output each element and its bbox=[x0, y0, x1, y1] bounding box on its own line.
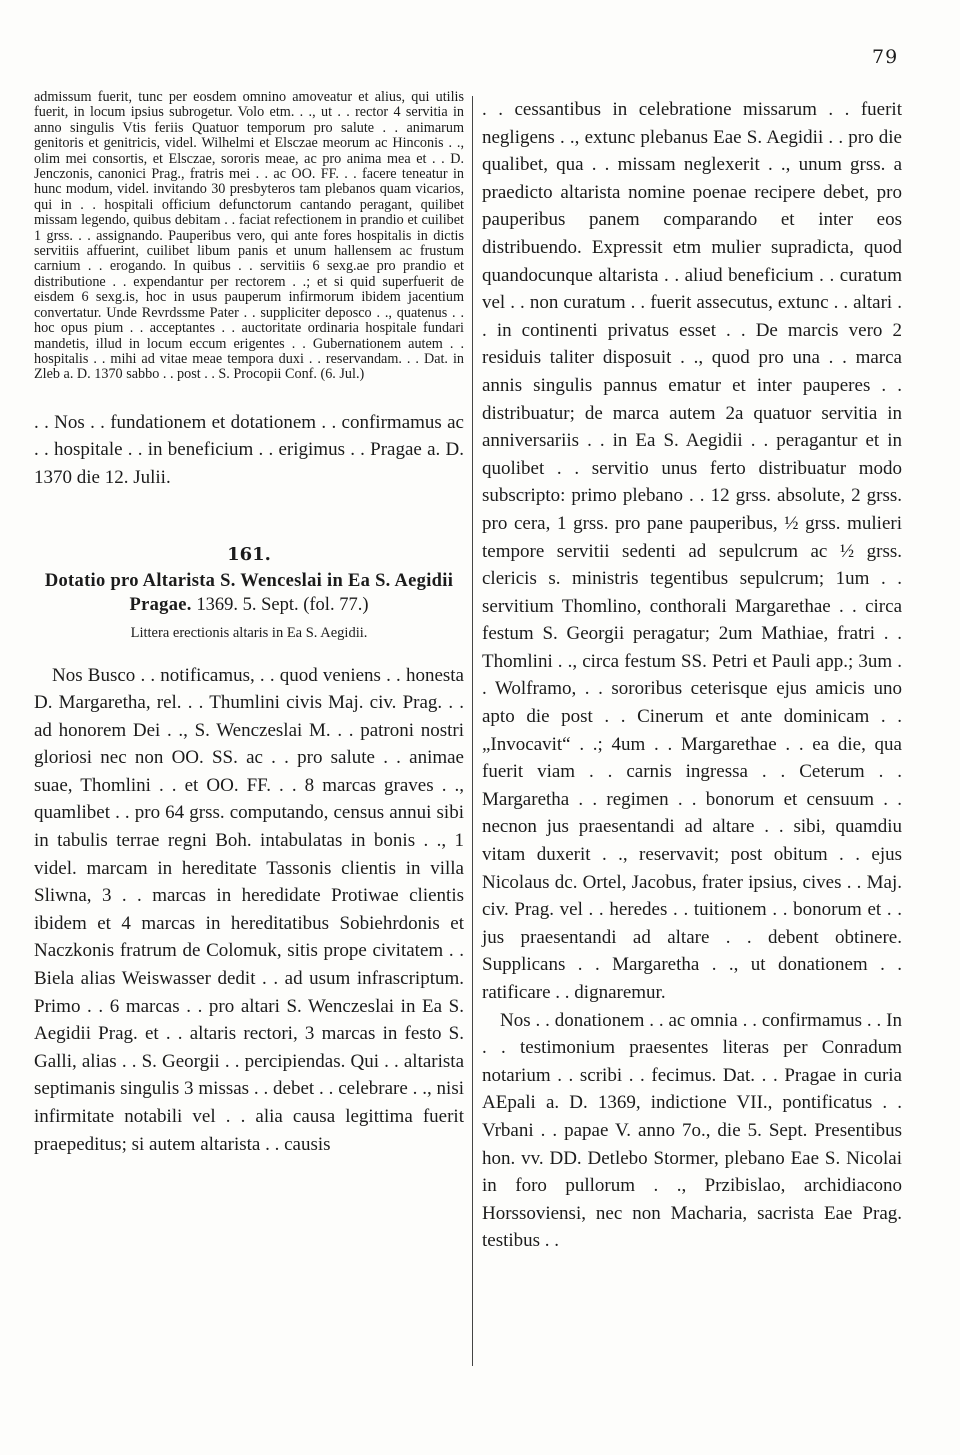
document-body-text: Nos Busco . . notificamus, . . quod veniens . . honesta D. Margaretha, rel. . . Thumlini civis Maj. civ. Prag. . . ad honorem Dei . ., S. Wenczeslai M. . . patroni nostri gloriosi nec non OO. SS. ac . . pro salute . . animae suae, Thomlini . . et OO. FF. . . 8 marcas graves . ., quamlibet . . pro 64 grss. computando, census annui sibi in tabulis terrae regni Boh. intabulatas in bonis . ., 1 videl. marcam in hereditate Tassonis clientis in villa Sliwna, 3 . . marcas in heredidate Protiwae clientis ibidem et 4 marcas in hereditatibus Sobiehrdonis et Naczkonis fratrum de Colomuk, sitis prope civitatem . . Biela alias Weiswasser dedit . . ad usum infrascriptum. Primo . . 6 marcas . . pro altari S. Wenczeslai in Ea S. Aegidii Prag. et . . altaris rectori, 3 marcas in festo S. Galli, alias . . S. Georgii . . percipiendas. Qui . . altarista septimanis singulis 3 missas . . debet . . celebrare . ., nisi infirmitate notabili vel . . alia causa legittima fuerit praepeditus; si autem altarista . . causis bbox=[34, 664, 464, 1155]
document-heading bbox=[34, 569, 464, 617]
document-continuation-text: . . cessantibus in celebratione missarum . . fuerit negligens . ., extunc plebanus Eae S. Aegidii . . pro die qualibet, qua . . missam neglexerit . ., unum grss. a praedicto altarista nomine poenae recipere debet, pro pauperibus panem comparando et inter eos distribuendo. Expressit etm mulier supradicta, quod quandocunque altarista . . aliud beneficium . . curatum vel . . non curatum . . fuerit assecutus, extunc . . altari . . in continenti privatus esset . . De marcis vero 2 residuis taliter disposuit . ., quod pro una . . marca annis singulis pannus ematur et inter pauperes . . distribuatur; de marca autem 2a quatuor servitia in anniversariis . . in Ea S. Aegidii . . peragantur et in quolibet . . servitio unus ferto distribuatur modo subscripto: primo plebano . . 12 grss. absolute, 2 grss. pro cera, 1 grss. pro pane pauperibus, ½ grss. mulieri tempore servitii sedenti ad sepulcrum ac ½ grss. clericis s. ministris tegentibus sepulcrum; 1um . . servitium Thomlino, conthorali Margarethae . . circa festum S. Georgii peragatur; 2um Mathiae, fratri . . Thomlini . ., circa festum SS. Petri et Pauli app.; 3um . . Wolframo, . . sororibus ceterisque ejus amicis uno apto die post . . Cinerum et ante dominicam . . „Invocavit“ . .; 4um . . Margarethae . . ea die, qua fuerit viam . . carnis ingressa . . Ceterum . . Margaretha . . regimen . . bonorum et censuum . . necnon jus praesentandi ad altare . . sibi, quamdiu vitam duxerit . ., reservavit; post obitum . . ejus Nicolaus dc. Ortel, Jacobus, frater ipsius, cives . . Maj. civ. Prag. vel . . heredes . . tuitionem . . bonorum et . . jus praesentandi ad altare . . debent obtinere. Supplicans . . Margaretha . ., ut donationem . . ratificare . . dignaremur. bbox=[482, 99, 902, 1003]
previous-document-text: admissum fuerit, tunc per eosdem omnino amoveatur et alius, qui utilis fuerit, in locum ipsius subrogetur. Volo etm. . ., ut . . rector 4 servitia in anno singulis Vtis feriis Quatuor temporum pro salute . . animarum genitoris et genitricis, videl. Wilhelmi et Elsczae meorum ac Hinconis . ., olim mei consortis, et Elsczae, sororis meae, ac pro anima mea et . . D. Jenczonis, canonici Prag., fratris mei . . ac OO. FF. . . facere teneatur in hunc modum, videl. invitando 30 presbyteros tam plebanos quam vicarios, qui in . . hospitali officium defunctorum cantando peragant, quilibet missam legendo, quibus debitam . . faciat refectionem in prandio et cuilibet 1 grss. . . assignando. Pauperibus vero, qui ante fores hospitalis in dictis servitiis affuerint, cuilibet libum panis et unum hallensem ac frustum carnium . . erogando. In quibus . . servitiis 6 sexg.ae pro prandio et distributione . . expendantur per rectorem . .; et si quid superfuerit de eisdem 6 sexg.is, hoc in usus pauperum infirmorum ibidem jacentium convertatur. Unde Revrdssme Pater . . suppliciter deposco . ., quatenus . . hoc opus pium . . acceptantes . . auctoritate ordinaria hospitale fundari mandetis, illud in locum eccum erigentes . . Gubernationem autem . . hospitalis . . mihi ad vitae meae tempora duxi . . reservandam. . . Dat. in Zleb a. D. 1370 sabbo . . post . . S. Procopii Conf. (6. Jul.) bbox=[34, 89, 464, 383]
confirmation-text: . . Nos . . fundationem et dotationem . . confirmamus ac . . hospitale . . in beneficium . . erigimus . . Pragae a. D. 1370 die 12. Julii. bbox=[34, 411, 464, 488]
document-date: 1369. 5. Sept. (fol. 77.) bbox=[196, 594, 369, 615]
document-closing-text: Nos . . donationem . . ac omnia . . confirmamus . . In . . testimonium praesentes literas per Conradum notarium . . scribi . . fecimus. Dat. . . Pragae in curia AEpali a. D. 1369, indictione VII., pontificatus . . Vrbani . . papae V. anno 7o., die 5. Sept. Presentibus hon. vv. DD. Detlebo Stormer, plebano Eae S. Nicolai in foro pullorum . ., Przibislao, archidiacono Horssoviensi, nec non Macharia, sacrista Eae Prag. testibus . . bbox=[482, 1009, 902, 1252]
document-subtitle: Littera erectionis altaris in Ea S. Aegidii. bbox=[130, 624, 368, 641]
left-column bbox=[34, 90, 464, 1158]
page-number: 79 bbox=[872, 46, 899, 68]
right-column bbox=[482, 96, 902, 1255]
document-number: 161. bbox=[227, 543, 271, 565]
column-divider bbox=[472, 96, 473, 1366]
document-title: Dotatio pro Altarista S. Wenceslai in Ea S. Aegidii Pragae. bbox=[44, 570, 454, 615]
